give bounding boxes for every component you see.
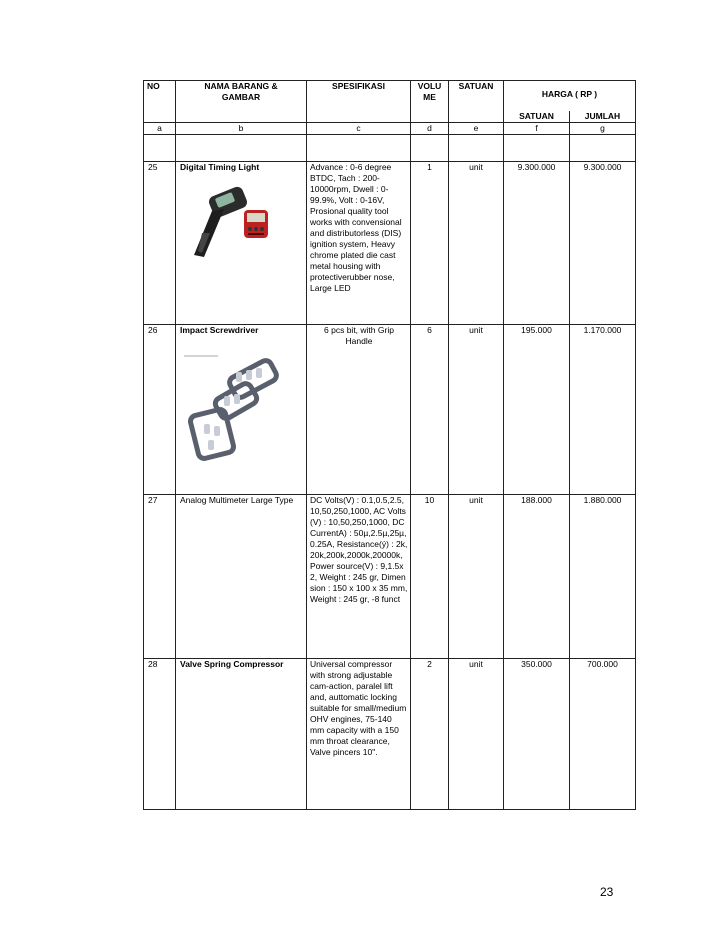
column-letter: b	[176, 122, 307, 134]
header-spesifikasi: SPESIFIKASI	[307, 81, 411, 123]
header-no: NO	[144, 81, 176, 123]
item-name: Digital Timing Light	[180, 161, 260, 172]
item-total: 9.300.000	[570, 161, 636, 324]
item-price: 9.300.000	[504, 161, 570, 324]
item-name: Valve Spring Compressor	[176, 658, 307, 809]
page-number: 23	[600, 885, 614, 899]
header-row	[144, 81, 636, 111]
item-unit: unit	[449, 658, 504, 809]
item-price: 188.000	[504, 494, 570, 658]
item-volume: 1	[411, 161, 449, 324]
item-name: Impact Screwdriver	[180, 324, 259, 335]
column-letter: g	[570, 122, 636, 134]
item-volume: 10	[411, 494, 449, 658]
column-letter: f	[504, 122, 570, 134]
row-no: 28	[144, 658, 176, 809]
item-unit: unit	[449, 324, 504, 494]
item-unit: unit	[449, 494, 504, 658]
column-letter: d	[411, 122, 449, 134]
row-no: 26	[144, 324, 176, 494]
spacer-row	[144, 134, 636, 161]
item-total: 700.000	[570, 658, 636, 809]
screwdriver-set-icon	[180, 348, 302, 469]
item-price: 195.000	[504, 324, 570, 494]
item-spec: DC Volts(V) : 0.1,0.5,2.5,10,50,250,1000, AC Volts(V) : 10,50,250,1000, DC CurrentA) : 50µ,2.5µ,25µ,0.25A, Resistance(ý) : 2k,20k,200k,2000k,20000k, Power source(V) : 9,1.5x2, Weight : 245 gr, Dimension : 150 x 100 x 35 mm, Weight : 245 gr, -8 funct	[307, 494, 411, 658]
table-row	[144, 161, 636, 324]
item-spec: Advance : 0-6 degree BTDC, Tach : 200-10000rpm, Dwell : 0-99.9%, Volt : 0-16V, Prosional quality tool works with convensional and distributorless (DIS) ignition system, Heavy chrome plated die cast metal housing with protectiverubber nose, Large LED	[307, 161, 411, 324]
item-volume: 2	[411, 658, 449, 809]
item-price: 350.000	[504, 658, 570, 809]
table-row	[144, 324, 636, 494]
row-no: 27	[144, 494, 176, 658]
header-volume: VOLU ME	[411, 81, 449, 123]
item-total: 1.880.000	[570, 494, 636, 658]
item-total: 1.170.000	[570, 324, 636, 494]
table-row	[144, 658, 636, 809]
header-harga-jumlah: JUMLAH	[570, 111, 636, 123]
timing-light-icon	[180, 185, 302, 268]
column-letter: e	[449, 122, 504, 134]
column-letter: c	[307, 122, 411, 134]
table-row	[144, 494, 636, 658]
column-letter: a	[144, 122, 176, 134]
item-name: Analog Multimeter Large Type	[176, 494, 307, 658]
header-satuan: SATUAN	[449, 81, 504, 123]
item-spec: 6 pcs bit, with Grip Handle	[307, 324, 411, 494]
row-no: 25	[144, 161, 176, 324]
item-spec: Universal compressor with strong adjustable cam-action, paralel lift and, auttomatic locking suitable for small/medium OHV engines, 75-140 mm capacity with a 150 mm throat clearance, Valve pincers 10".	[307, 658, 411, 809]
items-table	[143, 80, 636, 810]
item-unit: unit	[449, 161, 504, 324]
header-harga: HARGA ( RP )	[504, 81, 636, 111]
item-volume: 6	[411, 324, 449, 494]
header-harga-satuan: SATUAN	[504, 111, 570, 123]
header-nama: NAMA BARANG & GAMBAR	[176, 81, 307, 123]
column-letter-row	[144, 122, 636, 134]
